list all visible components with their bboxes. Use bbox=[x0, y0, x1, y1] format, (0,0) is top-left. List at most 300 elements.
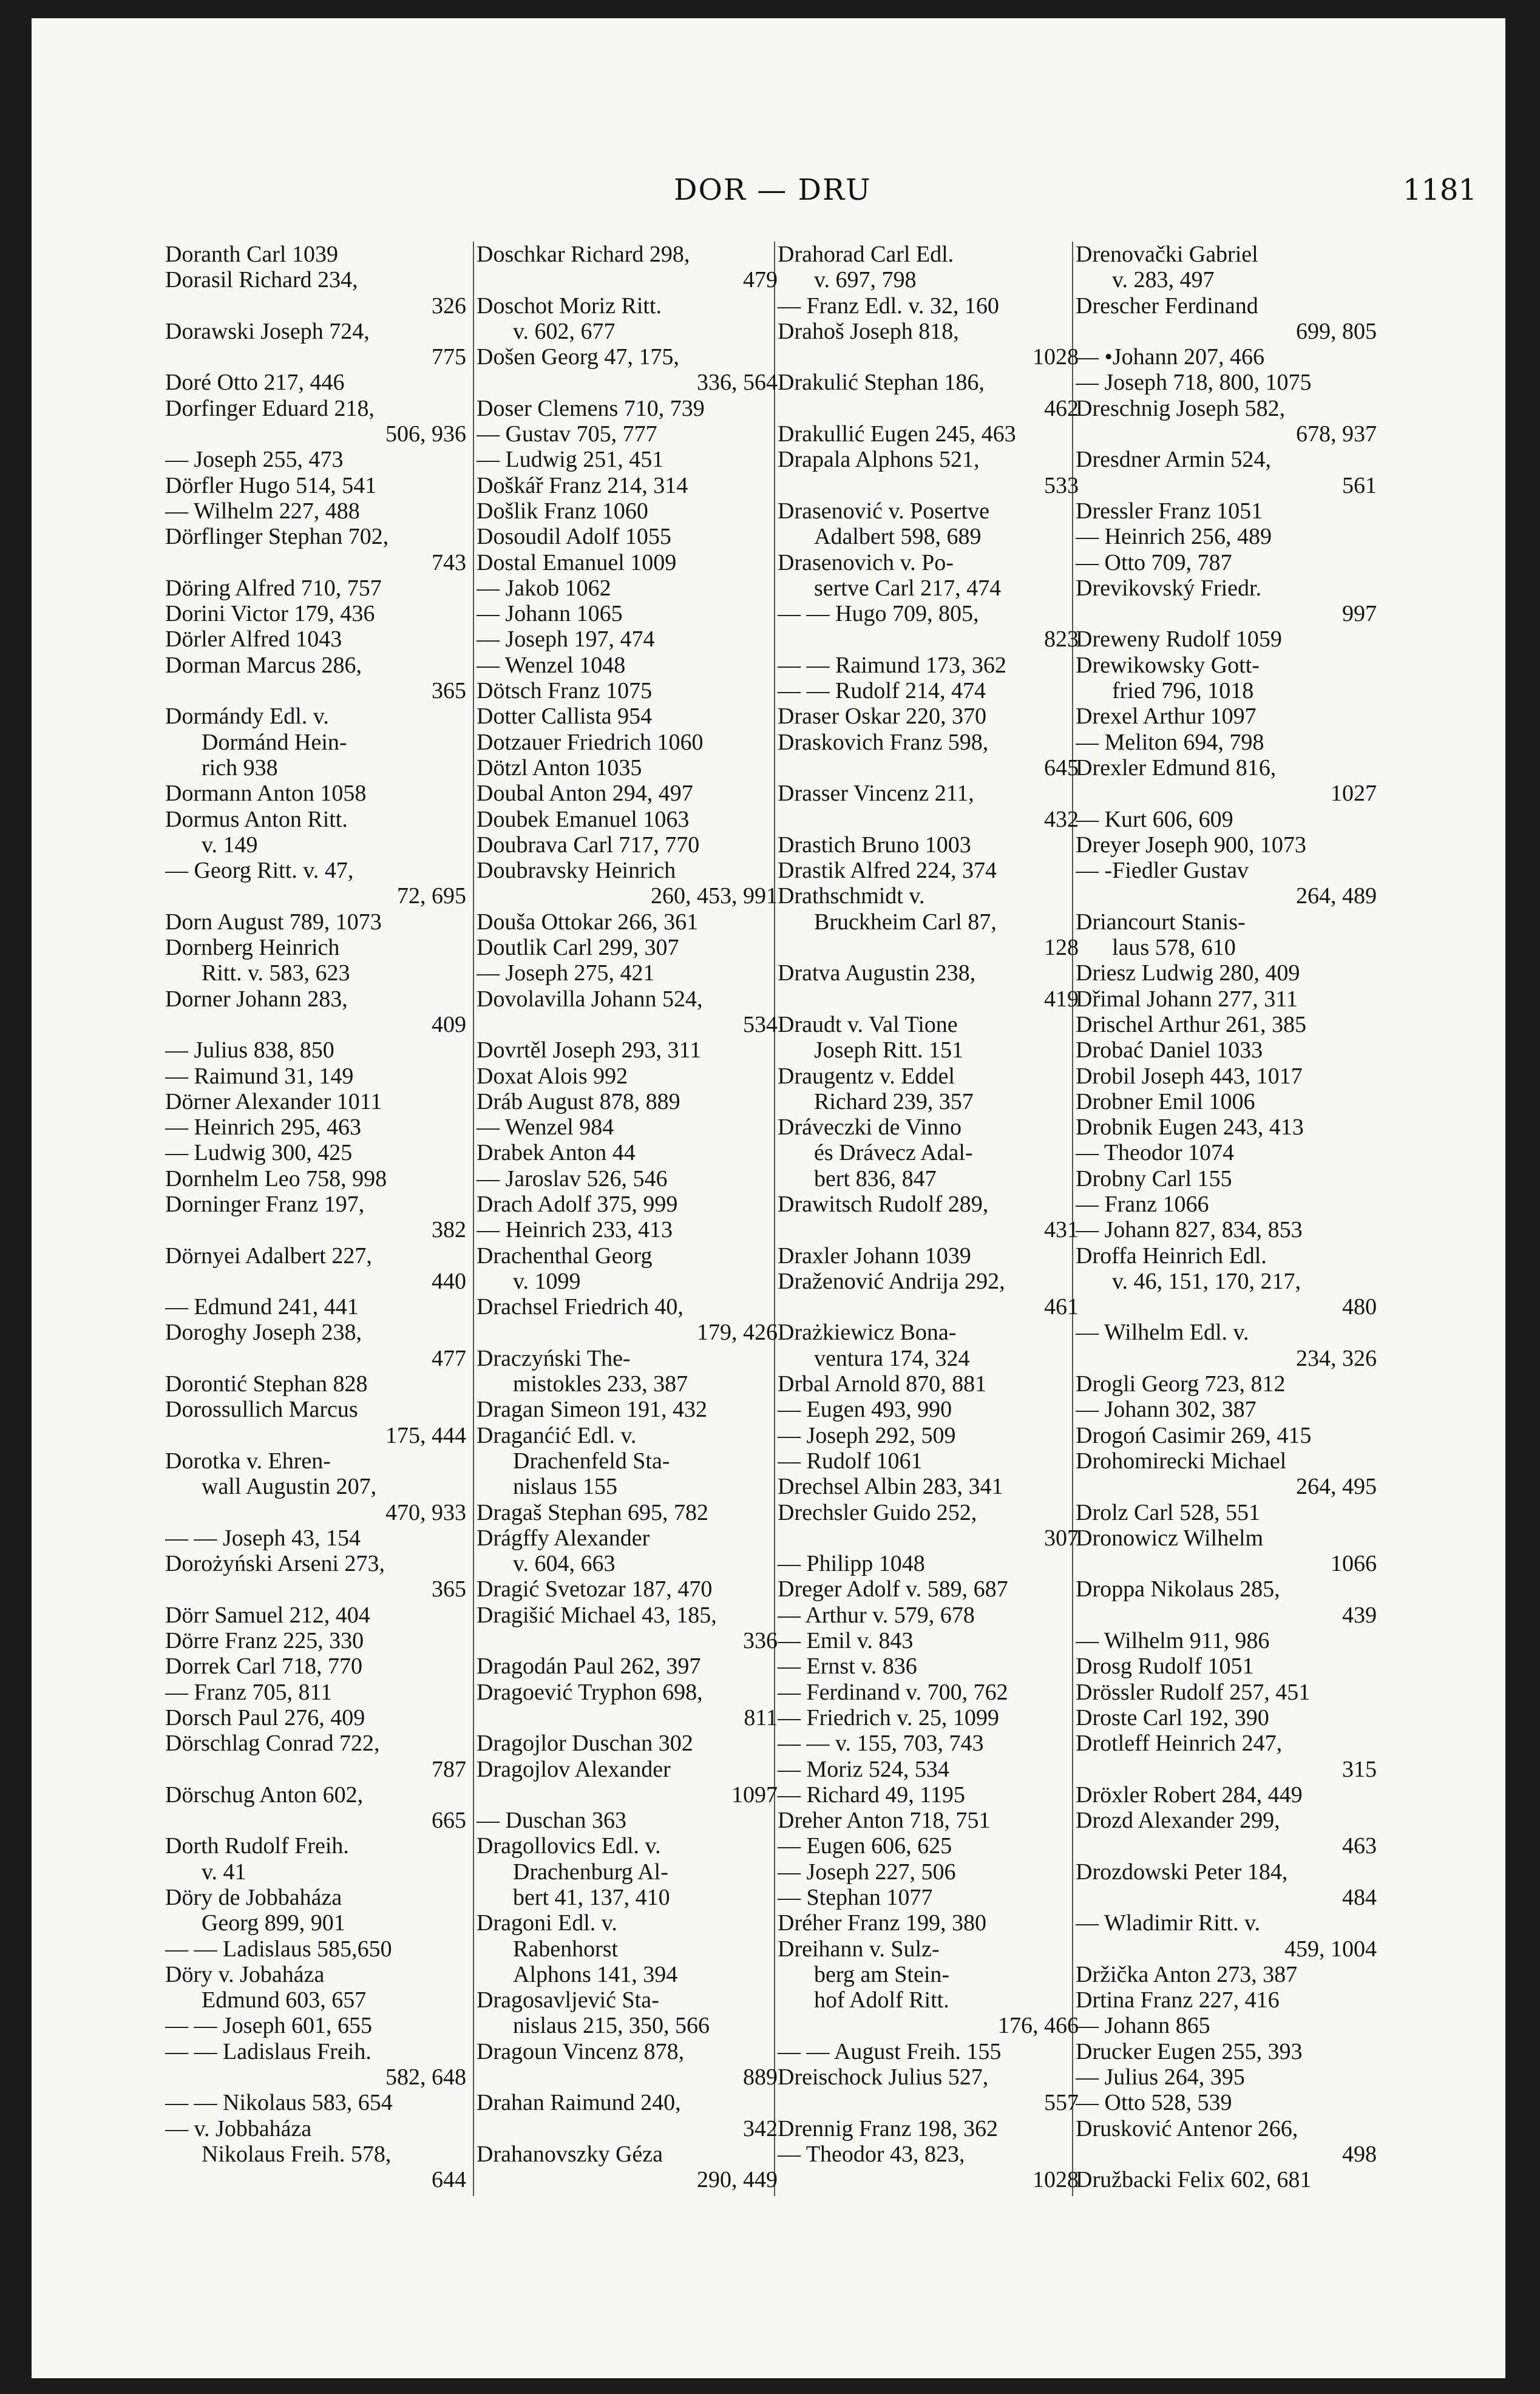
index-entry-line: 997 bbox=[1342, 601, 1377, 627]
index-entry-line: 1027 bbox=[1331, 781, 1377, 807]
index-entry-line: — Wenzel 1048 bbox=[477, 652, 626, 678]
index-entry-line: — Franz Edl. v. 32, 160 bbox=[778, 293, 999, 319]
index-entry-line: sertve Carl 217, 474 bbox=[814, 575, 1002, 601]
index-entry-line: — Ludwig 251, 451 bbox=[477, 447, 664, 473]
index-entry-line: — v. Jobbaháza bbox=[165, 2115, 312, 2141]
index-entry-line: Drucker Eugen 255, 393 bbox=[1076, 2038, 1303, 2064]
index-entry-line: Rabenhorst bbox=[513, 1936, 619, 1962]
index-entry-line: — Eugen 493, 990 bbox=[778, 1397, 952, 1423]
index-entry-line: Drechsel Albin 283, 341 bbox=[778, 1474, 1003, 1500]
index-entry-line: Dörschug Anton 602, bbox=[165, 1782, 364, 1808]
index-entry-line: Georg 899, 901 bbox=[202, 1910, 345, 1936]
index-entry-line: — Ernst v. 836 bbox=[778, 1653, 917, 1680]
index-entry-line: 365 bbox=[432, 1576, 466, 1602]
index-entry-line: Dorossullich Marcus bbox=[165, 1397, 358, 1423]
index-entry-line: 582, 648 bbox=[385, 2064, 466, 2091]
index-entry-line: — Edmund 241, 441 bbox=[165, 1294, 359, 1320]
index-entry-line: Drbal Arnold 870, 881 bbox=[778, 1371, 987, 1397]
index-entry-line: Drenovački Gabriel bbox=[1076, 242, 1258, 267]
index-entry-line: és Drávecz Adal- bbox=[814, 1140, 973, 1166]
index-entry-line: Dovolavilla Johann 524, bbox=[477, 986, 703, 1012]
index-entry-line: Drachenburg Al- bbox=[513, 1859, 668, 1885]
index-entry-line: — Johann 302, 387 bbox=[1076, 1397, 1257, 1423]
index-entry-line: Drobny Carl 155 bbox=[1076, 1165, 1232, 1192]
index-entry-line: v. 602, 677 bbox=[513, 318, 616, 344]
index-entry-line: Doubravsky Heinrich bbox=[477, 858, 676, 884]
index-entry-line: — Johann 827, 834, 853 bbox=[1076, 1217, 1303, 1243]
index-entry-line: Dorasil Richard 234, bbox=[165, 267, 358, 293]
index-entry-line: bert 836, 847 bbox=[814, 1165, 937, 1192]
index-entry-line: Doubal Anton 294, 497 bbox=[477, 781, 693, 807]
index-column-2 bbox=[477, 242, 778, 2193]
index-entry-line: nislaus 215, 350, 566 bbox=[513, 2013, 710, 2039]
index-entry-line: 307 bbox=[1044, 1525, 1079, 1551]
index-entry-line: bert 41, 137, 410 bbox=[513, 1885, 670, 1910]
index-entry-line: 557 bbox=[1044, 2090, 1079, 2116]
index-entry-line: 477 bbox=[432, 1345, 466, 1371]
index-entry-line: Draser Oskar 220, 370 bbox=[778, 704, 987, 730]
index-entry-line: Dronowicz Wilhelm bbox=[1076, 1525, 1264, 1551]
index-entry-line: Döry de Jobbaháza bbox=[165, 1885, 342, 1910]
index-entry-line: Draganćić Edl. v. bbox=[477, 1422, 637, 1448]
index-entry-line: Drtina Franz 227, 416 bbox=[1076, 1987, 1280, 2013]
index-entry-line: — Joseph 255, 473 bbox=[165, 447, 344, 473]
index-entry-line: — Ferdinand v. 700, 762 bbox=[778, 1679, 1008, 1705]
index-entry-line: Dosoudil Adolf 1055 bbox=[477, 524, 671, 550]
index-entry-line: — — August Freih. 155 bbox=[778, 2038, 1002, 2064]
index-entry-line: 431 bbox=[1044, 1217, 1079, 1243]
index-entry-line: Drobać Daniel 1033 bbox=[1076, 1037, 1263, 1063]
index-entry-line: Držička Anton 273, 387 bbox=[1076, 1961, 1298, 1987]
index-entry-line: Drechsler Guido 252, bbox=[778, 1499, 977, 1525]
index-column-1 bbox=[165, 242, 466, 2193]
index-entry-line: — — Raimund 173, 362 bbox=[778, 652, 1006, 678]
index-entry-line: — Wilhelm 911, 986 bbox=[1076, 1628, 1270, 1654]
index-entry-line: 336, 564 bbox=[697, 370, 778, 396]
index-entry-line: Dorontić Stephan 828 bbox=[165, 1371, 368, 1397]
index-entry-line: Dreischock Julius 527, bbox=[778, 2064, 989, 2091]
index-entry-line: 743 bbox=[432, 549, 466, 575]
index-entry-line: v. 697, 798 bbox=[814, 267, 917, 293]
index-entry-line: Dotzauer Friedrich 1060 bbox=[477, 729, 704, 755]
index-entry-line: — — Hugo 709, 805, bbox=[778, 601, 979, 627]
index-entry-line: — Joseph 197, 474 bbox=[477, 626, 655, 653]
index-entry-line: — Georg Ritt. v. 47, bbox=[165, 858, 354, 884]
index-entry-line: Doré Otto 217, 446 bbox=[165, 370, 345, 396]
index-entry-line: 439 bbox=[1342, 1602, 1377, 1628]
index-entry-line: Dráb August 878, 889 bbox=[477, 1088, 680, 1114]
index-entry-line: 128 bbox=[1044, 935, 1079, 961]
index-entry-line: Dötzl Anton 1035 bbox=[477, 754, 642, 781]
index-entry-line: Drakulić Stephan 186, bbox=[778, 370, 985, 396]
index-entry-line: Drahorad Carl Edl. bbox=[778, 242, 954, 267]
index-entry-line: 645 bbox=[1044, 754, 1079, 781]
index-entry-line: — Wilhelm Edl. v. bbox=[1076, 1320, 1249, 1346]
index-entry-line: Drobner Emil 1006 bbox=[1076, 1088, 1255, 1114]
index-entry-line: Drachsel Friedrich 40, bbox=[477, 1294, 684, 1320]
index-entry-line: Dornberg Heinrich bbox=[165, 935, 340, 961]
index-entry-line: Doubek Emanuel 1063 bbox=[477, 806, 690, 832]
index-entry-line: Dorsch Paul 276, 409 bbox=[165, 1704, 365, 1731]
index-entry-line: — Philipp 1048 bbox=[778, 1551, 925, 1577]
index-entry-line: fried 796, 1018 bbox=[1112, 678, 1254, 704]
index-entry-line: — Emil v. 843 bbox=[778, 1628, 914, 1654]
index-entry-line: 336 bbox=[743, 1628, 778, 1654]
index-entry-line: — Wilhelm 227, 488 bbox=[165, 498, 360, 524]
index-entry-line: Dorrek Carl 718, 770 bbox=[165, 1653, 363, 1680]
index-entry-line: Drahanovszky Géza bbox=[477, 2141, 663, 2167]
index-entry-line: 823 bbox=[1044, 626, 1079, 653]
index-entry-line: Dorożyński Arseni 273, bbox=[165, 1551, 385, 1577]
index-entry-line: Drössler Rudolf 257, 451 bbox=[1076, 1679, 1311, 1705]
index-entry-line: 264, 489 bbox=[1296, 883, 1377, 909]
index-entry-line: Dřimal Johann 277, 311 bbox=[1076, 986, 1298, 1012]
index-entry-line: Drozdowski Peter 184, bbox=[1076, 1859, 1288, 1885]
index-entry-line: 462 bbox=[1044, 395, 1079, 421]
index-entry-line: — Rudolf 1061 bbox=[778, 1448, 923, 1474]
index-entry-line: — Joseph 718, 800, 1075 bbox=[1076, 370, 1312, 396]
index-entry-line: Dörre Franz 225, 330 bbox=[165, 1628, 364, 1654]
index-entry-line: — Moriz 524, 534 bbox=[778, 1756, 949, 1782]
index-entry-line: Družbacki Felix 602, 681 bbox=[1076, 2167, 1312, 2193]
index-entry-line: — — v. 155, 703, 743 bbox=[778, 1731, 984, 1757]
index-entry-line: — Richard 49, 1195 bbox=[778, 1782, 965, 1808]
index-entry-line: — Heinrich 256, 489 bbox=[1076, 524, 1272, 550]
index-entry-line: — Joseph 292, 509 bbox=[778, 1422, 956, 1448]
index-entry-line: mistokles 233, 387 bbox=[513, 1371, 688, 1397]
index-entry-line: Doutlik Carl 299, 307 bbox=[477, 935, 679, 961]
index-entry-line: — — Ladislaus 585,650 bbox=[165, 1936, 392, 1962]
index-entry-line: Dormándy Edl. v. bbox=[165, 704, 329, 730]
index-entry-line: — Heinrich 295, 463 bbox=[165, 1114, 361, 1141]
index-entry-line: nislaus 155 bbox=[513, 1474, 618, 1500]
index-entry-line: Draczyński The- bbox=[477, 1345, 631, 1371]
index-entry-line: Doschot Moriz Ritt. bbox=[477, 293, 662, 319]
index-entry-line: — Joseph 227, 506 bbox=[778, 1859, 956, 1885]
index-entry-line: Dornhelm Leo 758, 998 bbox=[165, 1165, 387, 1192]
index-entry-line: Dragan Simeon 191, 432 bbox=[477, 1397, 707, 1423]
index-entry-line: 432 bbox=[1044, 806, 1079, 832]
index-entry-line: Drahoš Joseph 818, bbox=[778, 318, 959, 344]
index-entry-line: Dörr Samuel 212, 404 bbox=[165, 1602, 370, 1628]
index-entry-line: — Meliton 694, 798 bbox=[1076, 729, 1264, 755]
index-entry-line: Drescher Ferdinand bbox=[1076, 293, 1258, 319]
index-entry-line: Dressler Franz 1051 bbox=[1076, 498, 1263, 524]
index-entry-line: — Arthur v. 579, 678 bbox=[778, 1602, 975, 1628]
index-entry-line: — Stephan 1077 bbox=[778, 1885, 933, 1910]
index-entry-line: Adalbert 598, 689 bbox=[814, 524, 982, 550]
index-entry-line: 470, 933 bbox=[385, 1499, 466, 1525]
index-entry-line: Drawitsch Rudolf 289, bbox=[778, 1191, 989, 1217]
index-entry-line: v. 46, 151, 170, 217, bbox=[1112, 1268, 1301, 1294]
index-entry-line: Doser Clemens 710, 739 bbox=[477, 395, 705, 421]
index-entry-line: Droste Carl 192, 390 bbox=[1076, 1704, 1269, 1731]
index-entry-line: Dragoun Vincenz 878, bbox=[477, 2038, 685, 2064]
index-entry-line: Draugentz v. Eddel bbox=[778, 1063, 955, 1089]
index-entry-line: 484 bbox=[1342, 1885, 1377, 1910]
index-entry-line: — Franz 1066 bbox=[1076, 1191, 1209, 1217]
index-entry-line: Dormánd Hein- bbox=[202, 729, 347, 755]
index-entry-line: Nikolaus Freih. 578, bbox=[202, 2141, 392, 2167]
index-entry-line: Dorner Johann 283, bbox=[165, 986, 348, 1012]
index-entry-line: v. 604, 663 bbox=[513, 1551, 616, 1577]
index-entry-line: 1097 bbox=[731, 1782, 778, 1808]
index-entry-line: 463 bbox=[1342, 1833, 1377, 1859]
index-entry-line: 1028 bbox=[1033, 2167, 1079, 2193]
index-entry-line: Dotter Callista 954 bbox=[477, 704, 653, 730]
index-entry-line: Dorn August 789, 1073 bbox=[165, 909, 382, 935]
index-entry-line: Dragojlor Duschan 302 bbox=[477, 1731, 693, 1757]
index-entry-line: — Wenzel 984 bbox=[477, 1114, 614, 1141]
index-entry-line: 419 bbox=[1044, 986, 1079, 1012]
index-entry-line: — -Fiedler Gustav bbox=[1076, 858, 1249, 884]
index-entry-line: — — Joseph 43, 154 bbox=[165, 1525, 361, 1551]
index-entry-line: — Otto 709, 787 bbox=[1076, 549, 1232, 575]
index-entry-line: Drabek Anton 44 bbox=[477, 1140, 636, 1166]
index-entry-line: 1066 bbox=[1331, 1551, 1377, 1577]
index-entry-line: — Julius 838, 850 bbox=[165, 1037, 334, 1063]
index-entry-line: Drażkiewicz Bona- bbox=[778, 1320, 957, 1346]
index-entry-line: Doškář Franz 214, 314 bbox=[477, 472, 688, 498]
index-entry-line: — Franz 705, 811 bbox=[165, 1679, 333, 1705]
index-entry-line: 506, 936 bbox=[385, 421, 466, 447]
index-entry-line: Dreher Anton 718, 751 bbox=[778, 1808, 991, 1834]
index-column-3 bbox=[778, 242, 1079, 2193]
index-entry-line: Drakullić Eugen 245, 463 bbox=[778, 421, 1016, 447]
index-entry-line: — Theodor 43, 823, bbox=[778, 2141, 965, 2167]
index-entry-line: — Theodor 1074 bbox=[1076, 1140, 1235, 1166]
index-entry-line: Drotleff Heinrich 247, bbox=[1076, 1731, 1283, 1757]
index-entry-line: Doubrava Carl 717, 770 bbox=[477, 832, 700, 858]
index-entry-line: Driesz Ludwig 280, 409 bbox=[1076, 960, 1300, 986]
index-entry-line: Drobil Joseph 443, 1017 bbox=[1076, 1063, 1303, 1089]
index-entry-line: Dröxler Robert 284, 449 bbox=[1076, 1782, 1303, 1808]
index-entry-line: Alphons 141, 394 bbox=[513, 1961, 678, 1987]
index-entry-line: Droffa Heinrich Edl. bbox=[1076, 1243, 1267, 1269]
index-entry-line: 775 bbox=[432, 344, 466, 370]
index-entry-line: Došlik Franz 1060 bbox=[477, 498, 648, 524]
index-entry-line: Dörler Alfred 1043 bbox=[165, 626, 342, 653]
index-entry-line: Dovrtěl Joseph 293, 311 bbox=[477, 1037, 702, 1063]
index-entry-line: hof Adolf Ritt. bbox=[814, 1987, 949, 2013]
index-entry-line: Dréher Franz 199, 380 bbox=[778, 1910, 987, 1936]
index-entry-line: Draženović Andrija 292, bbox=[778, 1268, 1005, 1294]
index-entry-line: Ritt. v. 583, 623 bbox=[202, 960, 350, 986]
index-entry-line: 479 bbox=[743, 267, 778, 293]
index-entry-line: 382 bbox=[432, 1217, 466, 1243]
index-entry-line: — Wladimir Ritt. v. bbox=[1076, 1910, 1260, 1936]
index-entry-line: Draudt v. Val Tione bbox=[778, 1011, 958, 1037]
index-entry-line: 315 bbox=[1342, 1756, 1377, 1782]
index-entry-line: 889 bbox=[743, 2064, 778, 2091]
index-entry-line: Dresdner Armin 524, bbox=[1076, 447, 1271, 473]
index-entry-line: Dorman Marcus 286, bbox=[165, 652, 362, 678]
index-entry-line: Draxler Johann 1039 bbox=[778, 1243, 971, 1269]
page-number: 1181 bbox=[1402, 173, 1477, 207]
index-entry-line: Doroghy Joseph 238, bbox=[165, 1320, 362, 1346]
index-entry-line: 787 bbox=[432, 1756, 466, 1782]
index-entry-line: laus 578, 610 bbox=[1112, 935, 1236, 961]
index-entry-line: Drevikovský Friedr. bbox=[1076, 575, 1262, 601]
index-entry-line: Drischel Arthur 261, 385 bbox=[1076, 1011, 1306, 1037]
index-entry-line: v. 283, 497 bbox=[1112, 267, 1215, 293]
index-entry-line: Dörner Alexander 1011 bbox=[165, 1088, 382, 1114]
index-entry-line: Drastich Bruno 1003 bbox=[778, 832, 971, 858]
index-entry-line: Drachenthal Georg bbox=[477, 1243, 653, 1269]
index-entry-line: Drozd Alexander 299, bbox=[1076, 1808, 1280, 1834]
index-entry-line: 409 bbox=[432, 1011, 466, 1037]
index-entry-line: Driancourt Stanis- bbox=[1076, 909, 1246, 935]
index-entry-line: 260, 453, 991 bbox=[651, 883, 778, 909]
index-entry-line: 179, 426 bbox=[697, 1320, 778, 1346]
index-entry-line: — Heinrich 233, 413 bbox=[477, 1217, 673, 1243]
index-entry-line: Dormann Anton 1058 bbox=[165, 781, 367, 807]
index-entry-line: 678, 937 bbox=[1296, 421, 1377, 447]
index-entry-line: 534 bbox=[743, 1011, 778, 1037]
index-entry-line: Dragić Svetozar 187, 470 bbox=[477, 1576, 713, 1602]
index-entry-line: — Joseph 275, 421 bbox=[477, 960, 655, 986]
index-entry-line: 175, 444 bbox=[385, 1422, 466, 1448]
index-entry-line: 72, 695 bbox=[397, 883, 466, 909]
index-entry-line: Edmund 603, 657 bbox=[202, 1987, 367, 2013]
index-entry-line: wall Augustin 207, bbox=[202, 1474, 377, 1500]
index-entry-line: Doxat Alois 992 bbox=[477, 1063, 628, 1089]
index-entry-line: Drohomirecki Michael bbox=[1076, 1448, 1287, 1474]
index-entry-line: Drachenfeld Sta- bbox=[513, 1448, 670, 1474]
index-entry-line: Dreihann v. Sulz- bbox=[778, 1936, 940, 1962]
index-entry-line: Dörflinger Stephan 702, bbox=[165, 524, 389, 550]
index-entry-line: — Jaroslav 526, 546 bbox=[477, 1165, 668, 1192]
index-entry-line: 665 bbox=[432, 1808, 466, 1834]
index-entry-line: Dragoni Edl. v. bbox=[477, 1910, 617, 1936]
index-entry-line: Drasenovich v. Po- bbox=[778, 549, 954, 575]
index-entry-line: Döry v. Jobaháza bbox=[165, 1961, 325, 1987]
index-entry-line: 365 bbox=[432, 678, 466, 704]
index-entry-line: 480 bbox=[1342, 1294, 1377, 1320]
index-entry-line: 498 bbox=[1342, 2141, 1377, 2167]
index-entry-line: 533 bbox=[1044, 472, 1079, 498]
index-entry-line: — Jakob 1062 bbox=[477, 575, 611, 601]
index-entry-line: Drobnik Eugen 243, 413 bbox=[1076, 1114, 1304, 1141]
index-entry-line: Došen Georg 47, 175, bbox=[477, 344, 679, 370]
index-entry-line: berg am Stein- bbox=[814, 1961, 950, 1987]
index-entry-line: Dorini Victor 179, 436 bbox=[165, 601, 375, 627]
index-entry-line: Dorawski Joseph 724, bbox=[165, 318, 370, 344]
index-entry-line: 561 bbox=[1342, 472, 1377, 498]
index-entry-line: Dratva Augustin 238, bbox=[778, 960, 976, 986]
index-entry-line: — Ludwig 300, 425 bbox=[165, 1140, 353, 1166]
index-column-4 bbox=[1076, 242, 1377, 2193]
index-entry-line: Drathschmidt v. bbox=[778, 883, 925, 909]
running-header: DOR — DRU bbox=[674, 173, 872, 207]
index-entry-line: Drapala Alphons 521, bbox=[778, 447, 980, 473]
index-entry-line: Douša Ottokar 266, 361 bbox=[477, 909, 699, 935]
index-entry-line: — Eugen 606, 625 bbox=[778, 1833, 952, 1859]
index-entry-line: ventura 174, 324 bbox=[814, 1345, 970, 1371]
index-entry-line: Droppa Nikolaus 285, bbox=[1076, 1576, 1280, 1602]
index-entry-line: — •Johann 207, 466 bbox=[1076, 344, 1264, 370]
index-entry-line: — Johann 1065 bbox=[477, 601, 623, 627]
index-entry-line: — Gustav 705, 777 bbox=[477, 421, 657, 447]
index-entry-line: Dreger Adolf v. 589, 687 bbox=[778, 1576, 1008, 1602]
index-entry-line: 811 bbox=[744, 1704, 778, 1731]
index-entry-line: Drexel Arthur 1097 bbox=[1076, 704, 1257, 730]
index-entry-line: Drahan Raimund 240, bbox=[477, 2090, 681, 2116]
index-entry-line: Dragosavljević Sta- bbox=[477, 1987, 659, 2013]
index-entry-line: Dörnyei Adalbert 227, bbox=[165, 1243, 372, 1269]
index-entry-line: Dorfinger Eduard 218, bbox=[165, 395, 375, 421]
index-entry-line: Drennig Franz 198, 362 bbox=[778, 2115, 999, 2141]
index-entry-line: — — Joseph 601, 655 bbox=[165, 2013, 372, 2039]
index-entry-line: Dorth Rudolf Freih. bbox=[165, 1833, 349, 1859]
index-entry-line: Drágffy Alexander bbox=[477, 1525, 650, 1551]
index-entry-line: — — Ladislaus Freih. bbox=[165, 2038, 371, 2064]
index-entry-line: 290, 449 bbox=[697, 2167, 778, 2193]
index-entry-line: Drusković Antenor 266, bbox=[1076, 2115, 1298, 2141]
index-entry-line: 264, 495 bbox=[1296, 1474, 1377, 1500]
index-entry-line: Dragodán Paul 262, 397 bbox=[477, 1653, 701, 1680]
index-entry-line: Drolz Carl 528, 551 bbox=[1076, 1499, 1260, 1525]
index-entry-line: 326 bbox=[432, 293, 466, 319]
index-entry-line: — Julius 264, 395 bbox=[1076, 2064, 1245, 2091]
index-entry-line: 440 bbox=[432, 1268, 466, 1294]
index-entry-line: Drexler Edmund 816, bbox=[1076, 754, 1277, 781]
index-entry-line: Richard 239, 357 bbox=[814, 1088, 974, 1114]
index-entry-line: Dreschnig Joseph 582, bbox=[1076, 395, 1286, 421]
index-entry-line: Dötsch Franz 1075 bbox=[477, 678, 653, 704]
index-entry-line: — Otto 528, 539 bbox=[1076, 2090, 1232, 2116]
index-entry-line: 176, 466 bbox=[998, 2013, 1079, 2039]
index-entry-line: Drewikowsky Gott- bbox=[1076, 652, 1260, 678]
index-entry-line: v. 149 bbox=[202, 832, 258, 858]
index-entry-line: Dostal Emanuel 1009 bbox=[477, 549, 677, 575]
index-entry-line: 1028 bbox=[1033, 344, 1079, 370]
index-entry-line: Drogli Georg 723, 812 bbox=[1076, 1371, 1286, 1397]
index-entry-line: Dragoević Tryphon 698, bbox=[477, 1679, 703, 1705]
index-entry-line: — — Nikolaus 583, 654 bbox=[165, 2090, 393, 2116]
index-entry-line: — Friedrich v. 25, 1099 bbox=[778, 1704, 999, 1731]
index-entry-line: Dorninger Franz 197, bbox=[165, 1191, 365, 1217]
index-entry-line: 699, 805 bbox=[1296, 318, 1377, 344]
index-entry-line: Draskovich Franz 598, bbox=[778, 729, 989, 755]
index-entry-line: Dreyer Joseph 900, 1073 bbox=[1076, 832, 1306, 858]
index-entry-line: Dragollovics Edl. v. bbox=[477, 1833, 661, 1859]
index-entry-line: Drosg Rudolf 1051 bbox=[1076, 1653, 1254, 1680]
index-entry-line: Drasser Vincenz 211, bbox=[778, 781, 974, 807]
index-entry-line: v. 41 bbox=[202, 1859, 246, 1885]
index-entry-line: — — Rudolf 214, 474 bbox=[778, 678, 986, 704]
index-entry-line: Drastik Alfred 224, 374 bbox=[778, 858, 997, 884]
index-entry-line: — Duschan 363 bbox=[477, 1808, 626, 1834]
index-entry-line: Dragaš Stephan 695, 782 bbox=[477, 1499, 709, 1525]
index-entry-line: 644 bbox=[432, 2167, 466, 2193]
index-entry-line: Dráveczki de Vinno bbox=[778, 1114, 962, 1141]
index-entry-line: Drasenović v. Posertve bbox=[778, 498, 989, 524]
index-entry-line: Dragišić Michael 43, 185, bbox=[477, 1602, 717, 1628]
index-entry-line: 461 bbox=[1044, 1294, 1079, 1320]
index-entry-line: — Raimund 31, 149 bbox=[165, 1063, 354, 1089]
index-entry-line: Dörschlag Conrad 722, bbox=[165, 1731, 380, 1757]
index-entry-line: Dorotka v. Ehren- bbox=[165, 1448, 331, 1474]
index-entry-line: Dormus Anton Ritt. bbox=[165, 806, 348, 832]
index-entry-line: 234, 326 bbox=[1296, 1345, 1377, 1371]
index-entry-line: Dragojlov Alexander bbox=[477, 1756, 671, 1782]
index-entry-line: Bruckheim Carl 87, bbox=[814, 909, 997, 935]
index-entry-line: 459, 1004 bbox=[1284, 1936, 1377, 1962]
column-divider bbox=[473, 242, 474, 2196]
index-entry-line: — Johann 865 bbox=[1076, 2013, 1210, 2039]
index-entry-line: Döring Alfred 710, 757 bbox=[165, 575, 382, 601]
